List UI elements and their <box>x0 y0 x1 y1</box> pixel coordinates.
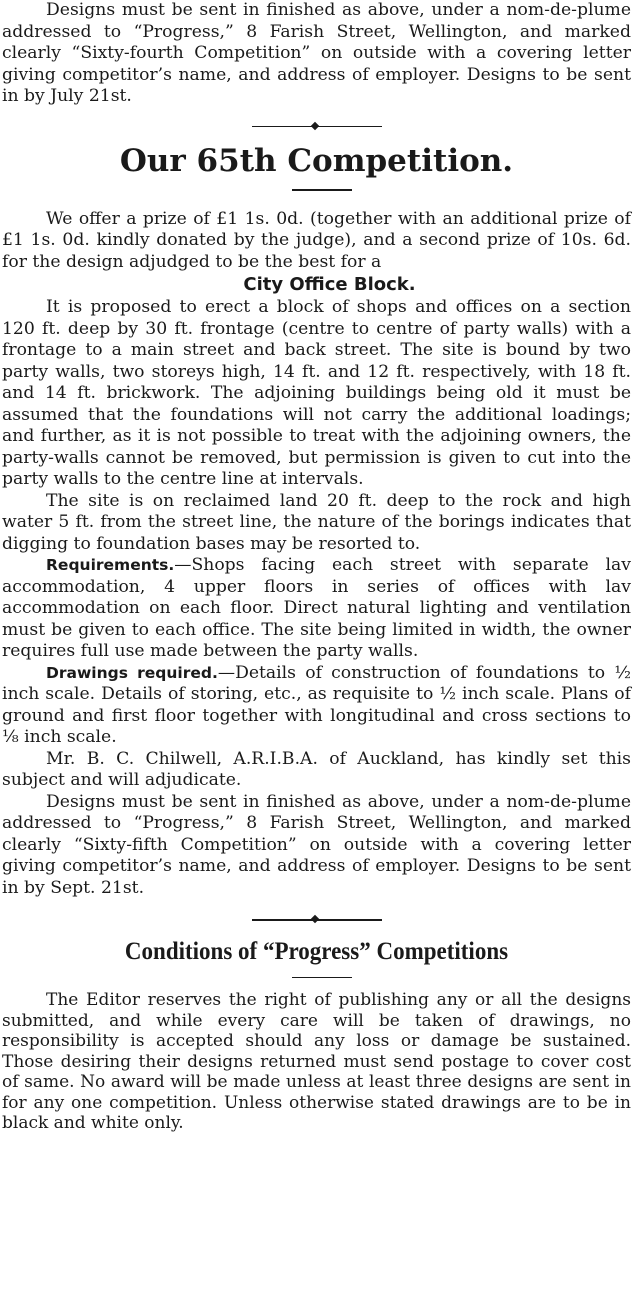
competition-subject: City Office Block. <box>243 274 416 295</box>
drawings-label: Drawings required. <box>46 663 218 682</box>
requirements-paragraph <box>2 555 631 663</box>
requirements-text: —Shops facing each street with separate lav accommodation, 4 upper floors in series of offices with lav accommodation on each floor. Direct natural lighting and ventilation must be given to each office. The site being limited in width, the owner requires full use made between the party walls. <box>2 555 631 661</box>
site-paragraph: It is proposed to erect a block of shops and offices on a section 120 ft. deep by 30 ft. frontage (centre to centre of party walls) with a frontage to a main street and back street. The site is bound by two party walls, two storeys high, 14 ft. and 12 ft. respectively, with 18 ft. and 14 ft. brickwork. The adjoining buildings being old it must be assumed that the foundations will not carry the additional loadings; and further, as it is not possible to treat with the adjoining owners, the party-walls cannot be removed, but permission is given to cut into the party walls to the centre line at intervals. <box>2 297 631 489</box>
conditions-block <box>2 990 631 1134</box>
requirements-label: Requirements. <box>46 556 175 574</box>
conditions-heading: Conditions of “Progress” Competitions <box>124 937 509 965</box>
intro-paragraph: Designs must be sent in finished as above, under a nom-de-plume addressed to “Progress,” 8 Farish Street, Wellington, and marked clearly “Sixty-fourth Competition” on outside with a covering letter giving competitor’s name, and address of employer. Designs to be sent in by July 21st. <box>2 0 631 106</box>
drawings-paragraph <box>2 663 631 749</box>
section-divider <box>252 126 382 128</box>
article-column <box>2 0 631 1134</box>
section-divider-2 <box>252 919 382 921</box>
conditions-paragraph: The Editor reserves the right of publishing any or all the designs submitted, and while every care will be taken of drawings, no responsibility is accepted should any loss or damage be sustained. Those desiring their designs returned must send postage to cover cost of same. No award will be made unless at least three designs are sent in for any one competition. Unless otherwise stated drawings are to be in black and white only. <box>2 990 631 1133</box>
land-paragraph: The site is on reclaimed land 20 ft. deep to the rock and high water 5 ft. from the street line, the nature of the borings indicates that digging to foundation bases may be resorted to. <box>2 490 631 554</box>
judge-paragraph: Mr. B. C. Chilwell, A.R.I.B.A. of Auckland, has kindly set this subject and will adjudicate. <box>2 748 631 790</box>
competition-heading: Our 65th Competition. <box>119 143 514 179</box>
drawings-text: —Details of construction of foundations to ½ inch scale. Details of storing, etc., as requisite to ½ inch scale. Plans of ground and first floor together with longitudinal and cross sections to ⅛ inch scale. <box>2 662 631 747</box>
prize-paragraph: We offer a prize of £1 1s. 0d. (together with an additional prize of £1 1s. 0d. kindly donated by the judge), and a second prize of 10s. 6d. for the design adjudged to be the best for a <box>2 208 631 272</box>
closing-paragraph: Designs must be sent in finished as above, under a nom-de-plume addressed to “Progress,” 8 Farish Street, Wellington, and marked clearly “Sixty-fifth Competition” on outside with a covering letter giving competitor’s name, and address of employer. Designs to be sent in by Sept. 21st. <box>2 791 631 898</box>
